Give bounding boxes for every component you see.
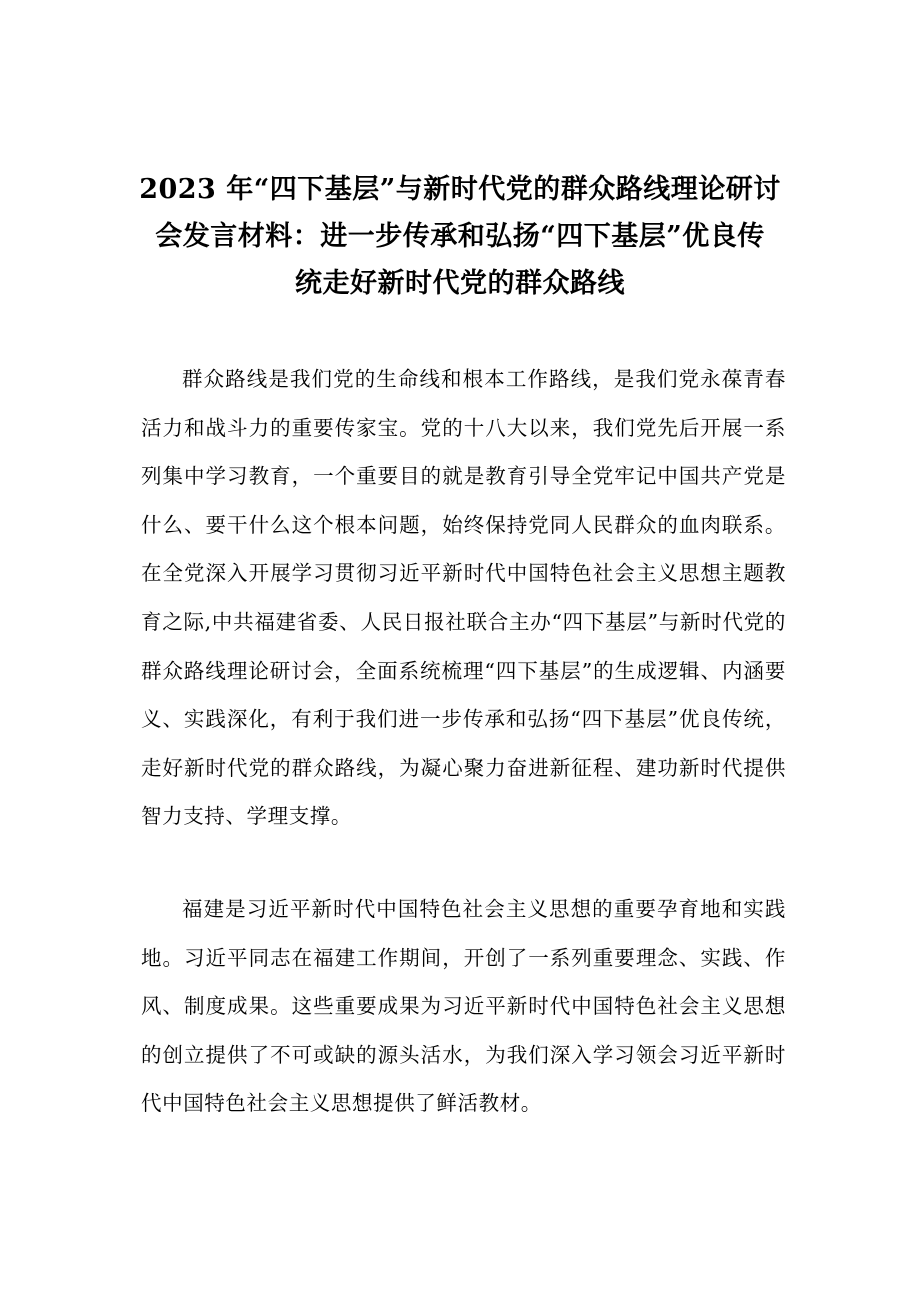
title-line-3: 统走好新时代党的群众路线 bbox=[295, 268, 625, 299]
title-line-1: 2023 年“四下基层”与新时代党的群众路线理论研讨 bbox=[139, 174, 781, 205]
title-line-2: 会发言材料：进一步传承和弘扬“四下基层”优良传 bbox=[155, 221, 765, 252]
document-title bbox=[130, 166, 790, 307]
body-paragraph-1: 群众路线是我们党的生命线和根本工作路线，是我们党永葆青春活力和战斗力的重要传家宝。党的十八大以来，我们党先后开展一系列集中学习教育，一个重要目的就是教育引导全党牢记中国共产党是什么、要干什么这个根本问题，始终保持党同人民群众的血肉联系。在全党深入开展学习贯彻习近平新时代中国特色社会主义思想主题教育之际,中共福建省委、人民日报社联合主办“四下基层”与新时代党的群众路线理论研讨会，全面系统梳理“四下基层”的生成逻辑、内涵要义、实践深化，有利于我们进一步传承和弘扬“四下基层”优良传统，走好新时代党的群众路线，为凝心聚力奋进新征程、建功新时代提供智力支持、学理支撑。 bbox=[141, 367, 786, 829]
body-paragraph-2: 福建是习近平新时代中国特色社会主义思想的重要孕育地和实践地。习近平同志在福建工作期间，开创了一系列重要理念、实践、作风、制度成果。这些重要成果为习近平新时代中国特色社会主义思想的创立提供了不可或缺的源头活水，为我们深入学习领会习近平新时代中国特色社会主义思想提供了鲜活教材。 bbox=[141, 897, 786, 1116]
